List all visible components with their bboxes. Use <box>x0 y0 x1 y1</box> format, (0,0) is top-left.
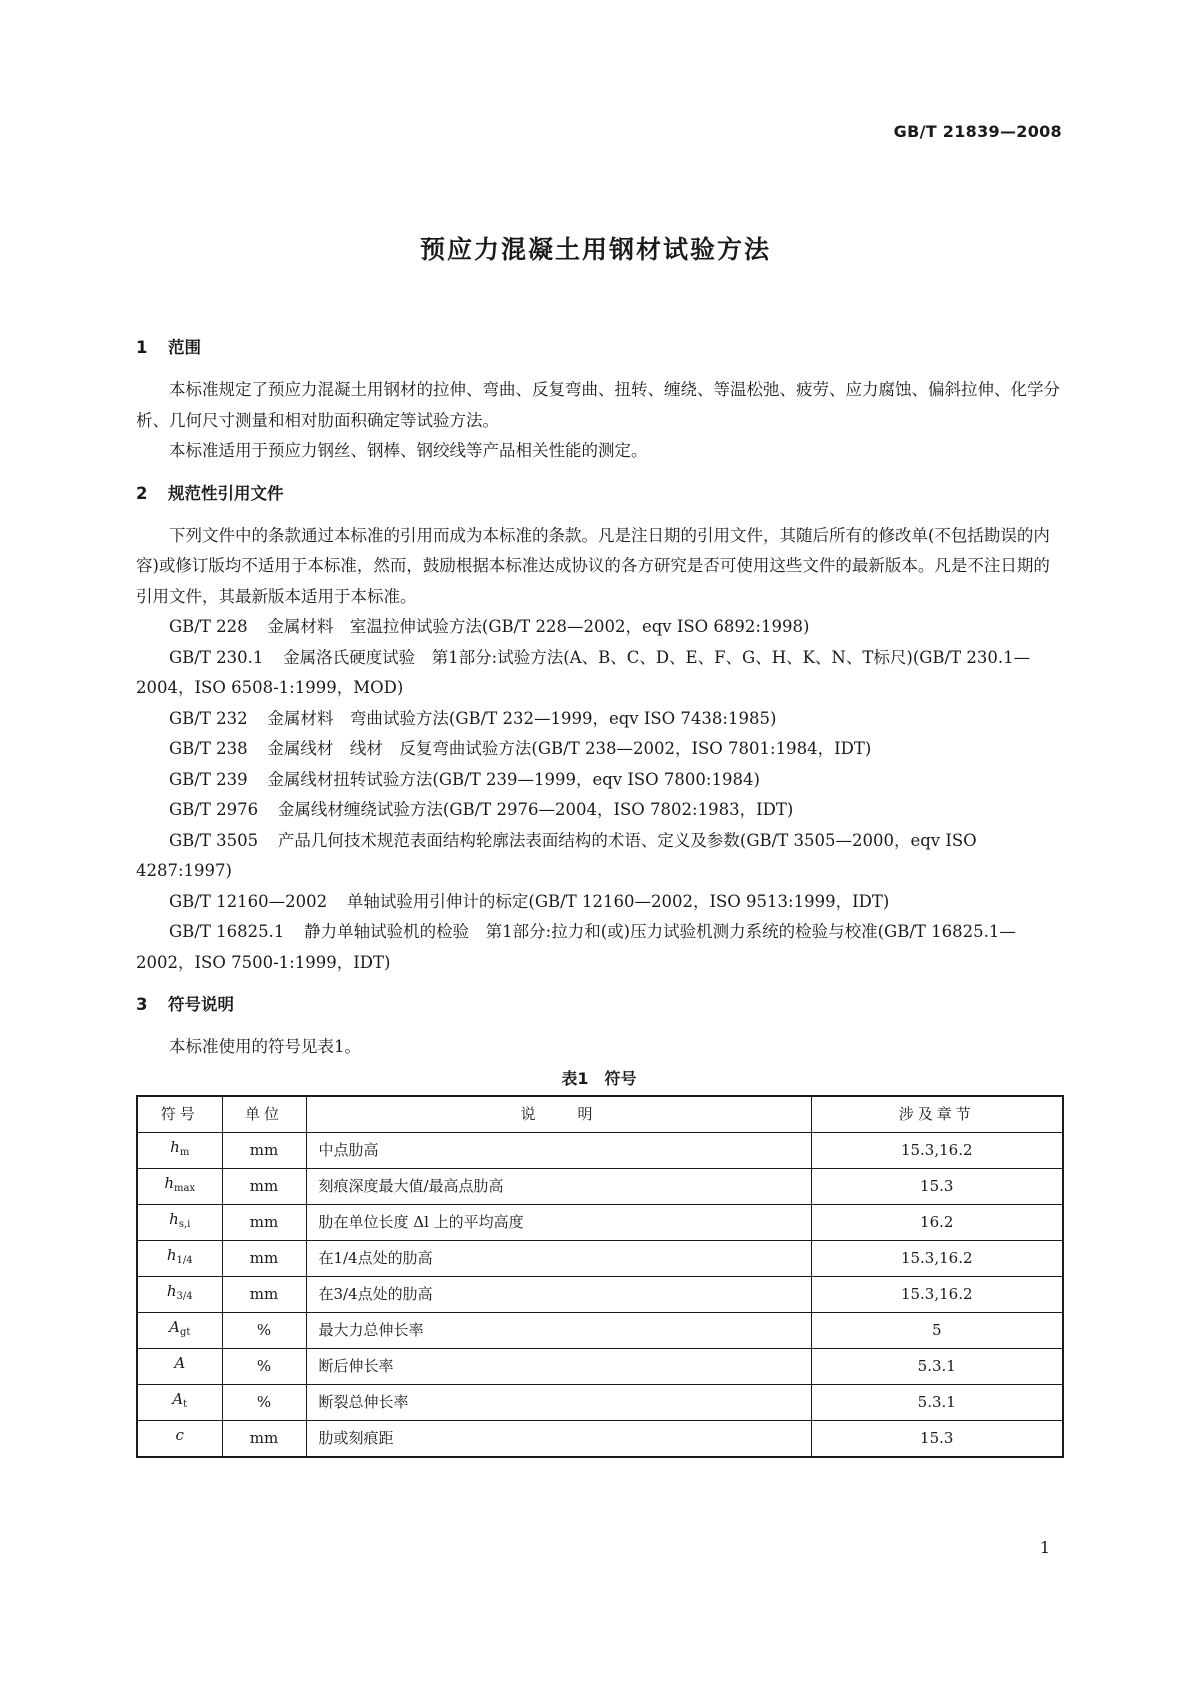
section-number: 1 <box>136 338 148 357</box>
unit-cell: % <box>222 1348 306 1384</box>
reference-code: GB/T 232 <box>169 708 248 728</box>
symbol-letter: h <box>164 1174 175 1192</box>
symbol-cell <box>137 1420 222 1457</box>
scope-paragraph-2: 本标准适用于预应力钢丝、钢棒、钢绞线等产品相关性能的测定。 <box>169 441 648 460</box>
table-body <box>137 1132 1063 1457</box>
description-cell: 中点肋高 <box>306 1132 811 1168</box>
table-header-row <box>137 1096 1063 1133</box>
table-caption: 表1 符号 <box>561 1068 637 1088</box>
column-header: 说 明 <box>306 1096 811 1133</box>
symbol-cell <box>137 1240 222 1276</box>
section-title: 范围 <box>168 338 201 357</box>
reference-item <box>136 826 1062 887</box>
clause-cell: 15.3 <box>811 1168 1063 1204</box>
symbols-table <box>136 1095 1064 1458</box>
reference-code: GB/T 228 <box>169 617 248 636</box>
standard-number: GB/T 21839—2008 <box>893 122 1062 141</box>
unit-cell: mm <box>222 1168 306 1204</box>
symbol-subscript: 1/4 <box>176 1255 193 1266</box>
unit-cell: mm <box>222 1276 306 1312</box>
reference-code: GB/T 239 <box>169 769 248 789</box>
symbol-cell <box>137 1276 222 1312</box>
table-row <box>137 1420 1063 1457</box>
reference-item <box>136 734 1062 765</box>
symbol-cell <box>137 1312 222 1348</box>
reference-code: GB/T 238 <box>169 739 248 758</box>
table-row <box>137 1168 1063 1204</box>
table-row <box>137 1240 1063 1276</box>
clause-cell: 5 <box>811 1312 1063 1348</box>
section-number: 3 <box>136 995 148 1014</box>
description-cell: 最大力总伸长率 <box>306 1312 811 1348</box>
reference-item <box>136 765 1062 796</box>
reference-text: 产品几何技术规范表面结构轮廓法表面结构的术语、定义及参数(GB/T 3505—2000，eqv ISO 4287:1997) <box>136 830 977 880</box>
unit-cell: mm <box>222 1420 306 1457</box>
description-cell: 断后伸长率 <box>306 1348 811 1384</box>
symbol-cell <box>137 1168 222 1204</box>
column-header: 单位 <box>222 1096 306 1133</box>
clause-cell: 15.3,16.2 <box>811 1240 1063 1276</box>
description-cell: 肋或刻痕距 <box>306 1420 811 1457</box>
symbol-cell <box>137 1384 222 1420</box>
page-number: 1 <box>1039 1538 1050 1557</box>
clause-cell: 5.3.1 <box>811 1348 1063 1384</box>
symbol-subscript: t <box>183 1399 188 1410</box>
scope-paragraph-1: 本标准规定了预应力混凝土用钢材的拉伸、弯曲、反复弯曲、扭转、缠绕、等温松弛、疲劳、应力腐蚀、偏斜拉伸、化学分析、几何尺寸测量和相对肋面积确定等试验方法。 <box>136 380 1060 430</box>
description-cell: 肋在单位长度 Δl 上的平均高度 <box>306 1204 811 1240</box>
reference-text: 金属洛氏硬度试验 第1部分:试验方法(A、B、C、D、E、F、G、H、K、N、T标尺)(GB/T 230.1—2004，ISO 6508-1:1999，MOD) <box>136 647 1031 697</box>
symbol-letter: c <box>175 1426 184 1444</box>
section-title: 符号说明 <box>168 995 234 1014</box>
clause-cell: 15.3,16.2 <box>811 1276 1063 1312</box>
clause-cell: 15.3 <box>811 1420 1063 1457</box>
table-row <box>137 1132 1063 1168</box>
reference-text: 金属材料 弯曲试验方法(GB/T 232—1999，eqv ISO 7438:1985) <box>267 708 777 728</box>
clause-cell: 15.3,16.2 <box>811 1132 1063 1168</box>
table-row <box>137 1204 1063 1240</box>
symbol-letter: h <box>166 1282 177 1300</box>
symbol-letter: A <box>174 1354 186 1372</box>
reference-text: 单轴试验用引伸计的标定(GB/T 12160—2002，ISO 9513:1999，IDT) <box>346 891 890 911</box>
section-2-heading <box>136 479 1062 509</box>
reference-text: 金属线材 线材 反复弯曲试验方法(GB/T 238—2002，ISO 7801:1984，IDT) <box>267 739 872 758</box>
reference-code: GB/T 16825.1 <box>169 922 285 941</box>
symbol-cell <box>137 1132 222 1168</box>
unit-cell: mm <box>222 1204 306 1240</box>
symbol-cell <box>137 1348 222 1384</box>
column-header: 符号 <box>137 1096 222 1133</box>
reference-text: 金属线材扭转试验方法(GB/T 239—1999，eqv ISO 7800:1984) <box>267 769 760 789</box>
description-cell: 在1/4点处的肋高 <box>306 1240 811 1276</box>
clause-cell: 5.3.1 <box>811 1384 1063 1420</box>
symbol-subscript: gt <box>179 1327 191 1338</box>
table-row <box>137 1348 1063 1384</box>
unit-cell: mm <box>222 1132 306 1168</box>
reference-code: GB/T 2976 <box>169 800 259 819</box>
description-cell: 刻痕深度最大值/最高点肋高 <box>306 1168 811 1204</box>
document-body <box>136 333 1062 1458</box>
section-number: 2 <box>136 483 148 503</box>
symbol-subscript: s,i <box>178 1219 191 1230</box>
section-title: 规范性引用文件 <box>168 483 284 503</box>
symbol-letter: h <box>170 1138 180 1156</box>
section-3-heading <box>136 990 1062 1020</box>
table-row <box>137 1384 1063 1420</box>
reference-item <box>136 612 1062 643</box>
reference-item <box>136 704 1062 735</box>
reference-code: GB/T 12160—2002 <box>169 891 328 911</box>
reference-code: GB/T 3505 <box>169 830 259 850</box>
reference-item <box>136 887 1062 918</box>
section-1-heading <box>136 333 1062 363</box>
document-title: 预应力混凝土用钢材试验方法 <box>419 235 771 264</box>
reference-item <box>136 795 1062 826</box>
symbol-subscript: max <box>174 1183 196 1194</box>
reference-text: 金属材料 室温拉伸试验方法(GB/T 228—2002，eqv ISO 6892:1998) <box>267 617 810 636</box>
references-intro: 下列文件中的条款通过本标准的引用而成为本标准的条款。凡是注日期的引用文件，其随后所有的修改单(不包括勘误的内容)或修订版均不适用于本标准，然而，鼓励根据本标准达成协议的各方研究是否可使用这些文件的最新版本。凡是不注日期的引用文件，其最新版本适用于本标准。 <box>136 525 1050 606</box>
symbol-letter: h <box>169 1210 179 1228</box>
unit-cell: % <box>222 1384 306 1420</box>
unit-cell: mm <box>222 1240 306 1276</box>
table-row <box>137 1276 1063 1312</box>
reference-item <box>136 917 1062 978</box>
description-cell: 断裂总伸长率 <box>306 1384 811 1420</box>
table-row <box>137 1312 1063 1348</box>
symbol-subscript: m <box>179 1147 190 1158</box>
symbol-cell <box>137 1204 222 1240</box>
symbol-letter: h <box>166 1246 177 1264</box>
reference-code: GB/T 230.1 <box>169 647 264 667</box>
symbols-intro: 本标准使用的符号见表1。 <box>169 1037 361 1056</box>
symbol-letter: A <box>169 1318 180 1336</box>
symbol-letter: A <box>172 1390 184 1408</box>
reference-text: 静力单轴试验机的检验 第1部分:拉力和(或)压力试验机测力系统的检验与校准(GB/T 16825.1—2002，ISO 7500-1:1999，IDT) <box>136 922 1016 972</box>
reference-text: 金属线材缠绕试验方法(GB/T 2976—2004，ISO 7802:1983，IDT) <box>277 800 794 819</box>
description-cell: 在3/4点处的肋高 <box>306 1276 811 1312</box>
column-header: 涉及章节 <box>811 1096 1063 1133</box>
symbol-subscript: 3/4 <box>176 1291 193 1302</box>
unit-cell: % <box>222 1312 306 1348</box>
reference-item <box>136 643 1062 704</box>
clause-cell: 16.2 <box>811 1204 1063 1240</box>
